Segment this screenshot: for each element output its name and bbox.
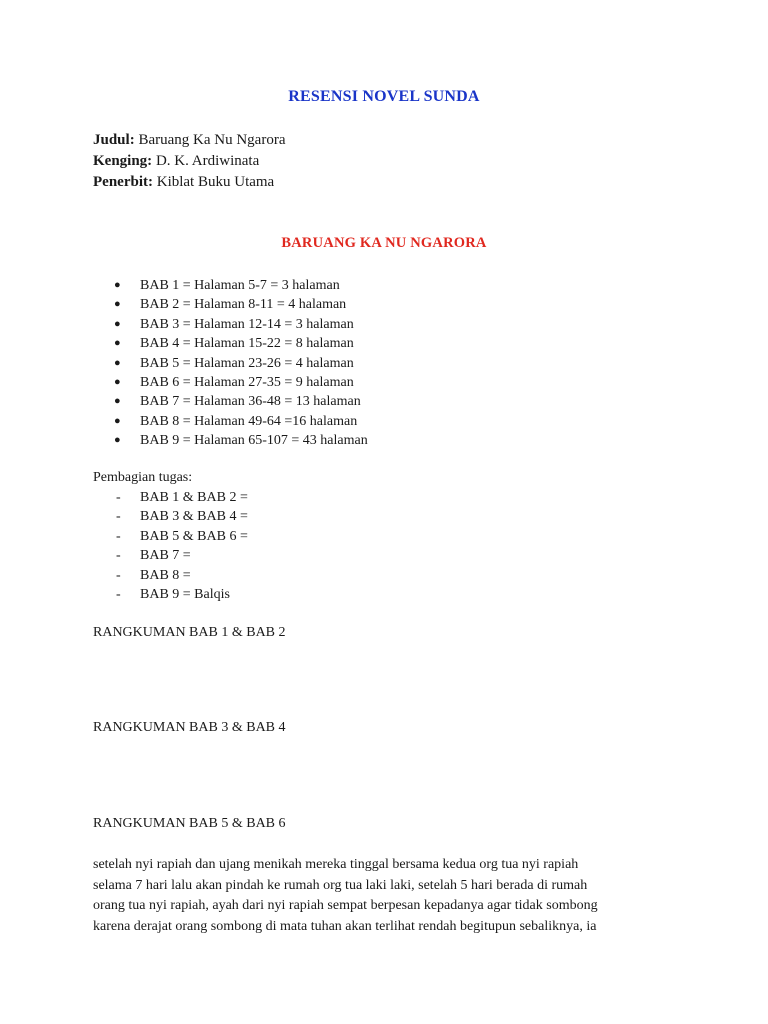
chapter-text: BAB 6 = Halaman 27-35 = 9 halaman xyxy=(140,375,354,391)
chapter-text: BAB 5 = Halaman 23-26 = 4 halaman xyxy=(140,355,354,371)
list-item xyxy=(110,295,368,314)
task-list xyxy=(110,488,248,604)
bullet-icon: ● xyxy=(114,376,121,389)
list-item xyxy=(110,412,368,431)
bullet-icon: ● xyxy=(114,434,121,447)
section-subtitle: BARUANG KA NU NGARORA xyxy=(281,235,487,251)
chapter-text: BAB 3 = Halaman 12-14 = 3 halaman xyxy=(140,316,354,332)
meta-value: Kiblat Buku Utama xyxy=(156,174,275,190)
chapter-list xyxy=(110,276,368,451)
list-item xyxy=(110,507,248,526)
list-item xyxy=(110,276,368,295)
meta-label: Penerbit: xyxy=(93,174,153,190)
tasks-heading: Pembagian tugas: xyxy=(93,470,193,485)
chapter-text: BAB 1 = Halaman 5-7 = 3 halaman xyxy=(140,278,340,293)
list-item xyxy=(110,546,248,565)
document-title: RESENSI NOVEL SUNDA xyxy=(288,88,480,105)
summary-line: setelah nyi rapiah dan ujang menikah mereka tinggal bersama kedua org tua nyi rapiah xyxy=(93,857,579,872)
summary-line: selama 7 hari lalu akan pindah ke rumah org tua laki laki, setelah 5 hari berada di rumah xyxy=(93,877,588,893)
bullet-icon: ● xyxy=(114,298,121,311)
dash-icon: - xyxy=(116,528,121,544)
task-text: BAB 5 & BAB 6 = xyxy=(140,528,248,544)
summary-line: orang tua nyi rapiah, ayah dari nyi rapiah sempat berpesan kepadanya agar tidak sombong xyxy=(93,898,598,913)
meta-value: Baruang Ka Nu Ngarora xyxy=(138,132,286,148)
dash-icon: - xyxy=(116,490,121,505)
list-item xyxy=(110,566,248,585)
list-item xyxy=(110,488,248,507)
summary-heading-bab-3-4: RANGKUMAN BAB 3 & BAB 4 xyxy=(93,720,286,735)
meta-label: Judul: xyxy=(93,132,135,148)
list-item xyxy=(110,527,248,546)
bullet-icon: ● xyxy=(114,337,121,350)
dash-icon: - xyxy=(116,567,121,583)
list-item xyxy=(110,431,368,450)
summary-heading-bab-5-6: RANGKUMAN BAB 5 & BAB 6 xyxy=(93,816,286,831)
list-item xyxy=(110,315,368,334)
task-text: BAB 7 = xyxy=(140,548,191,564)
bullet-icon: ● xyxy=(114,414,121,427)
bullet-icon: ● xyxy=(114,279,121,291)
list-item xyxy=(110,392,368,411)
summary-line: karena derajat orang sombong di mata tuhan akan terlihat rendah begitupun sebaliknya, ia xyxy=(93,918,597,934)
meta-row-judul xyxy=(93,130,285,151)
meta-value: D. K. Ardiwinata xyxy=(155,153,260,169)
summary-heading-bab-1-2: RANGKUMAN BAB 1 & BAB 2 xyxy=(93,625,286,640)
chapter-text: BAB 9 = Halaman 65-107 = 43 halaman xyxy=(140,433,368,449)
dash-icon: - xyxy=(116,548,121,564)
meta-label: Kenging: xyxy=(93,153,153,169)
summary-paragraph xyxy=(93,855,663,937)
book-metadata xyxy=(93,130,285,193)
bullet-icon: ● xyxy=(114,356,121,369)
meta-row-penerbit xyxy=(93,172,285,193)
bullet-icon: ● xyxy=(114,395,121,408)
list-item xyxy=(110,334,368,353)
task-text: BAB 9 = Balqis xyxy=(140,587,230,603)
task-text: BAB 3 & BAB 4 = xyxy=(140,509,248,525)
chapter-text: BAB 7 = Halaman 36-48 = 13 halaman xyxy=(140,394,361,410)
list-item xyxy=(110,373,368,392)
list-item xyxy=(110,585,248,604)
chapter-text: BAB 8 = Halaman 49-64 =16 halaman xyxy=(140,413,358,429)
chapter-text: BAB 4 = Halaman 15-22 = 8 halaman xyxy=(140,336,354,352)
meta-row-kenging xyxy=(93,151,285,172)
dash-icon: - xyxy=(116,509,121,525)
bullet-icon: ● xyxy=(114,317,121,330)
chapter-text: BAB 2 = Halaman 8-11 = 4 halaman xyxy=(140,297,347,313)
list-item xyxy=(110,354,368,373)
dash-icon: - xyxy=(116,587,121,603)
task-text: BAB 8 = xyxy=(140,567,191,583)
task-text: BAB 1 & BAB 2 = xyxy=(140,490,248,505)
